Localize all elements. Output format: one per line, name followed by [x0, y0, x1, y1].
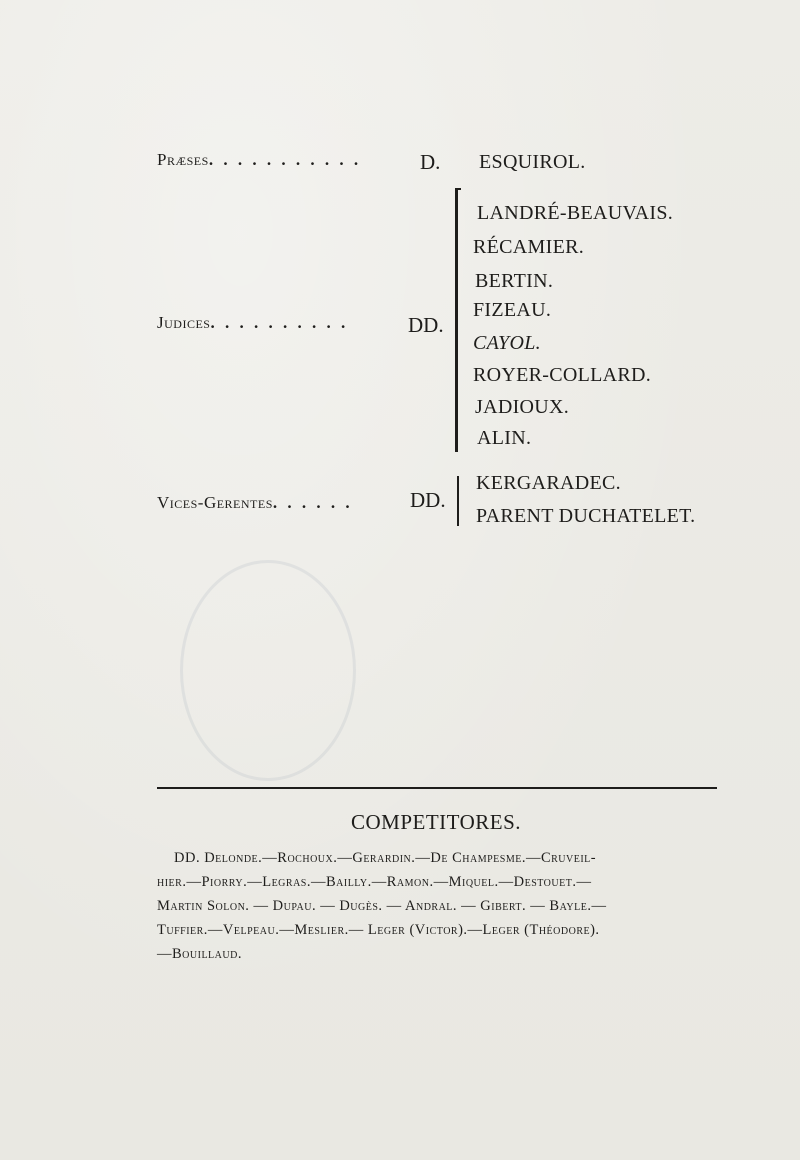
competitores-line: DD. Delonde.—Rochoux.—Gerardin.—De Champesme.—Cruveil-: [174, 850, 597, 866]
judex-name: BERTIN.: [475, 270, 554, 292]
competitores-line: —Bouillaud.: [157, 946, 242, 962]
judices-title: DD.: [408, 313, 444, 337]
judices-label: Judices: [157, 313, 211, 332]
judices-brace: [455, 190, 458, 452]
vices-gerentes-dots: . . . . . .: [272, 493, 353, 512]
vices-gerentes-brace: [457, 476, 459, 526]
judices-dots: . . . . . . . . . .: [210, 313, 349, 332]
praeses-label: Præses: [157, 150, 209, 169]
judex-name: LANDRÉ-BEAUVAIS.: [477, 202, 674, 224]
vices-gerentes-row: [157, 493, 353, 513]
praeses-dots: . . . . . . . . . . .: [208, 150, 362, 169]
horizontal-rule: [157, 787, 717, 789]
judex-name: ROYER-COLLARD.: [473, 364, 652, 386]
judex-name: CAYOL.: [473, 332, 541, 354]
judex-name: ALIN.: [477, 427, 532, 449]
vices-gerentes-title: DD.: [410, 488, 446, 512]
judex-name: RÉCAMIER.: [473, 236, 585, 258]
judices-row: [157, 313, 348, 333]
competitores-heading: COMPETITORES.: [350, 810, 522, 834]
vices-gerentes-label: Vices-Gerentes: [157, 493, 273, 512]
vices-gerens-name: PARENT DUCHATELET.: [476, 505, 696, 527]
faint-stamp-watermark: [180, 560, 356, 781]
praeses-row: [157, 150, 361, 170]
praeses-name: ESQUIROL.: [479, 151, 586, 173]
competitores-line: Tuffier.—Velpeau.—Meslier.— Leger (Victor).—Leger (Théodore).: [157, 922, 600, 938]
judices-brace-hook: [455, 188, 461, 196]
competitores-line: Martin Solon. — Dupau. — Dugès. — Andral. — Gibert. — Bayle.—: [157, 898, 607, 914]
competitores-list: [157, 846, 722, 966]
vices-gerens-name: KERGARADEC.: [476, 472, 621, 494]
judex-name: FIZEAU.: [473, 299, 552, 321]
competitores-line: hier.—Piorry.—Legras.—Bailly.—Ramon.—Miquel.—Destouet.—: [157, 874, 592, 890]
praeses-title: D.: [420, 150, 441, 174]
judex-name: JADIOUX.: [475, 396, 570, 418]
